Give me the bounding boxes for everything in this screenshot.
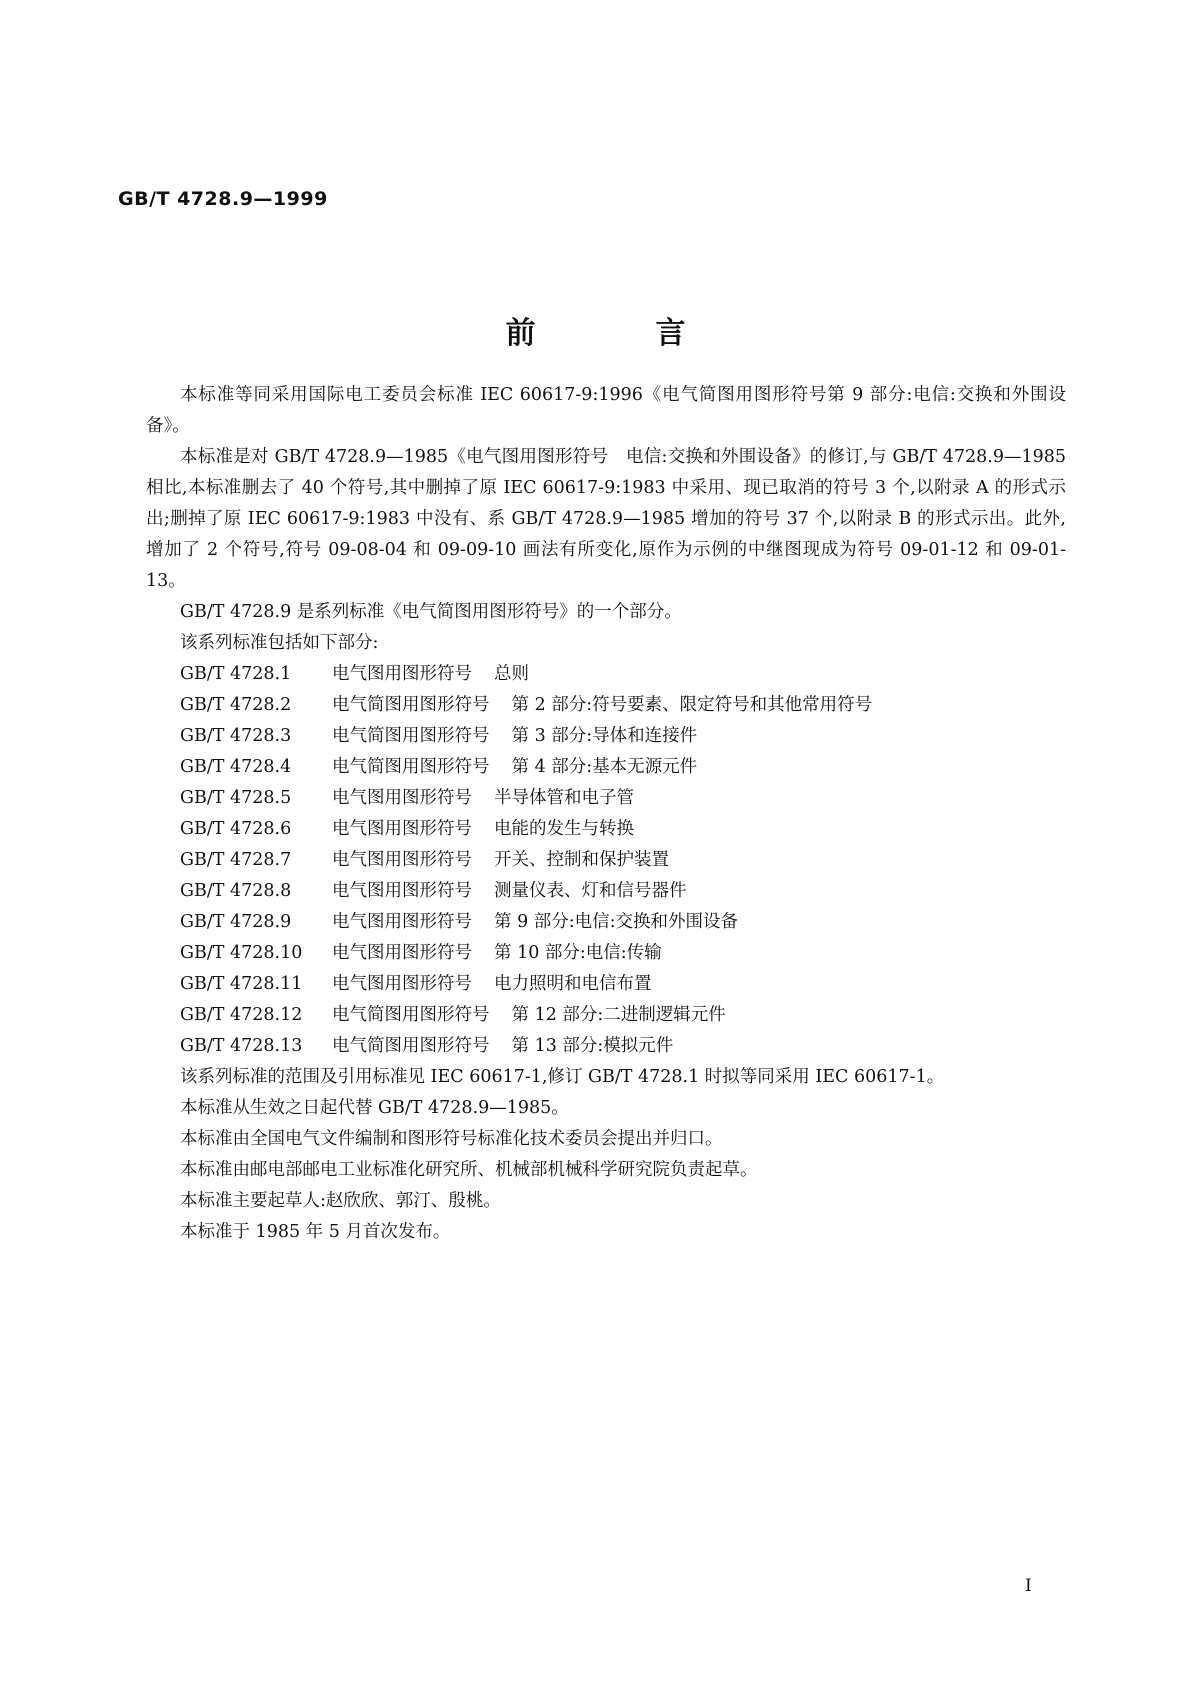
list-item-code: GB/T 4728.7 — [180, 850, 292, 870]
list-item-part: 第 4 部分:基本无源元件 — [511, 757, 698, 777]
closing-drafters: 本标准主要起草人:赵欣欣、郭汀、殷桃。 — [180, 1191, 501, 1211]
list-item-code: GB/T 4728.3 — [180, 726, 292, 746]
list-item-part: 测量仪表、灯和信号器件 — [494, 881, 687, 901]
list-item — [146, 876, 1066, 907]
closing-first-issued: 本标准于 1985 年 5 月首次发布。 — [180, 1222, 451, 1242]
list-item-part: 第 2 部分:符号要素、限定符号和其他常用符号 — [511, 695, 873, 715]
list-item-code: GB/T 4728.2 — [180, 695, 292, 715]
list-item-name: 电气图用图形符号 — [332, 819, 472, 839]
list-item-code: GB/T 4728.10 — [180, 943, 303, 963]
list-item-name: 电气简图用图形符号 — [332, 1005, 490, 1025]
list-item-name: 电气简图用图形符号 — [332, 726, 490, 746]
list-item-name: 电气图用图形符号 — [332, 788, 472, 808]
list-item-part: 电力照明和电信布置 — [494, 974, 652, 994]
list-item-code: GB/T 4728.13 — [180, 1036, 303, 1056]
list-item-part: 开关、控制和保护装置 — [494, 850, 669, 870]
list-item-code: GB/T 4728.4 — [180, 757, 292, 777]
list-item-part: 总则 — [494, 664, 529, 684]
list-item — [146, 690, 1066, 721]
list-item-part: 第 3 部分:导体和连接件 — [511, 726, 698, 746]
closing-replaces: 本标准从生效之日起代替 GB/T 4728.9—1985。 — [180, 1098, 569, 1118]
list-item-name: 电气图用图形符号 — [332, 974, 472, 994]
closing-proposed-by: 本标准由全国电气文件编制和图形符号标准化技术委员会提出并归口。 — [180, 1129, 723, 1149]
list-item-name: 电气图用图形符号 — [332, 664, 472, 684]
list-item-name: 电气简图用图形符号 — [332, 1036, 490, 1056]
list-item — [146, 783, 1066, 814]
list-item — [146, 1000, 1066, 1031]
preface-body — [146, 380, 1066, 1248]
list-item-part: 半导体管和电子管 — [494, 788, 634, 808]
paragraph-revision: 本标准是对 GB/T 4728.9—1985《电气图用图形符号 电信:交换和外围设备》的修订,与 GB/T 4728.9—1985 相比,本标准删去了 40 个符号,其中删掉了原 IEC 60617-9:1983 中采用、现已取消的符号 3 个,以附录 A 的形式示出;删掉了原 IEC 60617-9:1983 中没有、系 GB/T 4728.9—1985 增加的符号 37 个,以附录 B 的形式示出。此外,增加了 2 个符号,符号 09-08-04 和 09-09-10 画法有所变化,原作为示例的中继图现成为符号 09-01-12 和 09-01-13。 — [146, 447, 1066, 591]
list-item — [146, 969, 1066, 1000]
list-item-code: GB/T 4728.9 — [180, 912, 292, 932]
list-item-name: 电气简图用图形符号 — [332, 695, 490, 715]
list-item-code: GB/T 4728.11 — [180, 974, 303, 994]
list-item-name: 电气图用图形符号 — [332, 943, 472, 963]
paragraph-adoption: 本标准等同采用国际电工委员会标准 IEC 60617-9:1996《电气简图用图形符号第 9 部分:电信:交换和外围设备》。 — [146, 385, 1066, 436]
list-item-part: 第 10 部分:电信:传输 — [494, 943, 662, 963]
list-item — [146, 907, 1066, 938]
list-item-name: 电气图用图形符号 — [332, 850, 472, 870]
page-title: 前言 — [505, 316, 806, 351]
paragraph-series-part: GB/T 4728.9 是系列标准《电气简图用图形符号》的一个部分。 — [180, 602, 682, 622]
closing-drafted-by: 本标准由邮电部邮电工业标准化研究所、机械部机械科学研究院负责起草。 — [180, 1160, 758, 1180]
list-item-name: 电气图用图形符号 — [332, 912, 472, 932]
list-item — [146, 659, 1066, 690]
list-item-name: 电气图用图形符号 — [332, 881, 472, 901]
list-item-part: 第 9 部分:电信:交换和外围设备 — [494, 912, 739, 932]
standard-code: GB/T 4728.9—1999 — [118, 188, 328, 210]
list-item — [146, 845, 1066, 876]
closing-scope: 该系列标准的范围及引用标准见 IEC 60617-1,修订 GB/T 4728.1 时拟等同采用 IEC 60617-1。 — [180, 1067, 945, 1087]
list-item — [146, 752, 1066, 783]
list-item-code: GB/T 4728.5 — [180, 788, 292, 808]
page-number: I — [1025, 1576, 1032, 1596]
list-item — [146, 1031, 1066, 1062]
list-item-part: 第 13 部分:模拟元件 — [511, 1036, 674, 1056]
list-item-name: 电气简图用图形符号 — [332, 757, 490, 777]
list-item-code: GB/T 4728.1 — [180, 664, 292, 684]
list-item-code: GB/T 4728.12 — [180, 1005, 303, 1025]
list-item-part: 第 12 部分:二进制逻辑元件 — [511, 1005, 726, 1025]
list-item-code: GB/T 4728.8 — [180, 881, 292, 901]
list-item-code: GB/T 4728.6 — [180, 819, 292, 839]
list-item — [146, 721, 1066, 752]
series-list — [146, 659, 1066, 1062]
list-item — [146, 814, 1066, 845]
list-item-part: 电能的发生与转换 — [494, 819, 634, 839]
paragraph-series-intro: 该系列标准包括如下部分: — [180, 633, 379, 653]
list-item — [146, 938, 1066, 969]
